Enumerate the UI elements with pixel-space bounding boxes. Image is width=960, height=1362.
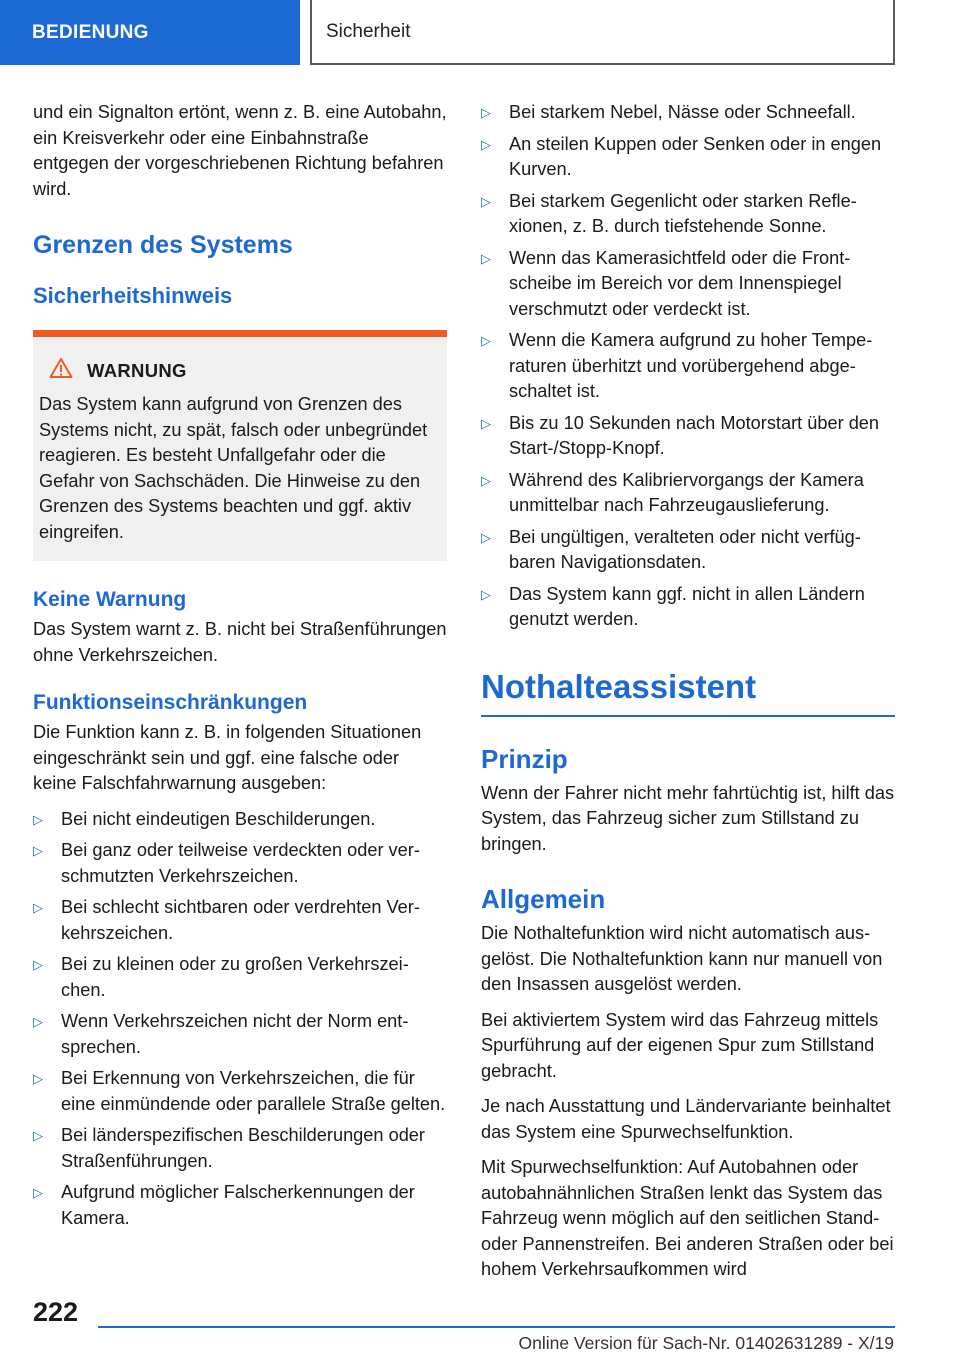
footer-divider <box>98 1326 895 1328</box>
right-bullet-list <box>481 100 895 633</box>
triangle-bullet-icon: ▷ <box>481 136 491 152</box>
list-item: ▷ Das System kann ggf. nicht in allen Ländern genutzt werden. <box>481 582 895 633</box>
list-item: ▷ Bei zu kleinen oder zu großen Verkehrszeichen. <box>33 952 447 1003</box>
triangle-bullet-icon: ▷ <box>481 415 491 431</box>
right-column <box>481 100 895 1293</box>
funktion-text: Die Funktion kann z. B. in folgenden Situationen eingeschränkt sein und ggf. eine falsche oder keine Falschfahrwarnung ausgeben: <box>33 722 422 793</box>
triangle-bullet-icon: ▷ <box>33 900 43 915</box>
warning-header <box>49 357 435 384</box>
allgemein-paragraph-1: Die Nothaltefunktion wird nicht automatisch ausgelöst. Die Nothaltefunktion kann nur manuell von den Insassen ausgelöst werden. <box>481 923 883 994</box>
list-item: ▷ Aufgrund möglicher Falscherkennungen der Kamera. <box>33 1180 447 1231</box>
warning-title: WARNUNG <box>87 359 187 381</box>
list-item: ▷ Bei ungültigen, veralteten oder nicht verfügbaren Navigationsdaten. <box>481 525 895 576</box>
triangle-bullet-icon: ▷ <box>33 811 43 827</box>
heading-funktionseinschraenkungen: Funktionseinschränkungen <box>33 691 308 714</box>
list-item: ▷ Wenn Verkehrszeichen nicht der Norm entsprechen. <box>33 1009 447 1060</box>
keine-warnung-text: Das System warnt z. B. nicht bei Straßenführungen ohne Verkehrszeichen. <box>33 619 447 665</box>
left-bullet-list <box>33 807 447 1232</box>
triangle-bullet-icon: ▷ <box>481 472 491 488</box>
header-chapter-tab <box>310 0 895 65</box>
footer-online-version: Online Version für Sach-Nr. 01402631289 - X/19 <box>518 1333 894 1353</box>
left-column <box>33 100 447 1237</box>
list-item: ▷ An steilen Kuppen oder Senken oder in engen Kurven. <box>481 132 895 183</box>
heading-keine-warnung: Keine Warnung <box>33 588 187 611</box>
list-item: ▷ Bis zu 10 Sekunden nach Motorstart über den Start-/Stopp-Knopf. <box>481 411 895 462</box>
list-item: ▷ Bei nicht eindeutigen Beschilderungen. <box>33 807 447 833</box>
list-item: ▷ Während des Kalibriervorgangs der Kamera unmittelbar nach Fahrzeugauslieferung. <box>481 468 895 519</box>
triangle-bullet-icon: ▷ <box>33 1128 43 1143</box>
prinzip-text: Wenn der Fahrer nicht mehr fahrtüchtig ist, hilft das System, das Fahrzeug sicher zum Stillstand zu bringen. <box>481 782 895 854</box>
triangle-bullet-icon: ▷ <box>481 250 491 266</box>
list-item: ▷ Bei Erkennung von Verkehrszeichen, die für eine einmündende oder parallele Straße gelten. <box>33 1066 447 1117</box>
allgemein-paragraph-2: Bei aktiviertem System wird das Fahrzeug mittels Spurführung auf der eigenen Spur zum Stillstand gebracht. <box>481 1009 879 1081</box>
list-item: ▷ Bei starkem Nebel, Nässe oder Schneefall. <box>481 100 895 126</box>
triangle-bullet-icon: ▷ <box>33 1185 43 1200</box>
triangle-bullet-icon: ▷ <box>481 529 491 545</box>
triangle-bullet-icon: ▷ <box>33 843 43 858</box>
triangle-bullet-icon: ▷ <box>481 105 491 120</box>
triangle-bullet-icon: ▷ <box>33 1071 43 1086</box>
list-item: ▷ Bei starkem Gegenlicht oder starken Reflexionen, z. B. durch tiefstehende Sonne. <box>481 189 895 240</box>
triangle-bullet-icon: ▷ <box>33 957 43 972</box>
heading-prinzip: Prinzip <box>481 743 568 774</box>
heading-sicherheitshinweis: Sicherheitshinweis <box>33 283 233 308</box>
intro-paragraph: und ein Signalton ertönt, wenn z. B. eine Autobahn, ein Kreisverkehr oder eine Einbahnstraße entgegen der vorgeschriebenen Richtung befahren wird. <box>33 102 447 199</box>
header-section-label: BEDIENUNG <box>32 21 149 43</box>
allgemein-paragraph-4: Mit Spurwechselfunktion: Auf Autobahnen oder autobahnähnlichen Straßen lenkt das System das Fahrzeug wenn möglich auf den seitlichen Stand- oder Pannenstreifen. Bei anderen Straßen oder bei hohem Verkehrsaufkommen wird <box>481 1157 894 1279</box>
list-item: ▷ Bei länderspezifischen Beschilderungen oder Straßenführungen. <box>33 1123 447 1174</box>
list-item: ▷ Wenn die Kamera aufgrund zu hoher Temperaturen überhitzt und vorübergehend abgeschaltet ist. <box>481 328 895 405</box>
heading-grenzen: Grenzen des Systems <box>33 231 293 259</box>
warning-box <box>33 330 447 561</box>
triangle-bullet-icon: ▷ <box>481 586 491 602</box>
list-item: ▷ Wenn das Kamerasichtfeld oder die Frontscheibe im Bereich vor dem Innenspiegel verschmutzt oder verdeckt ist. <box>481 246 895 323</box>
heading-allgemein: Allgemein <box>481 884 606 914</box>
page-number: 222 <box>33 1297 79 1327</box>
triangle-bullet-icon: ▷ <box>33 1014 43 1029</box>
list-item: ▷ Bei ganz oder teilweise verdeckten oder verschmutzten Verkehrszeichen. <box>33 838 447 889</box>
warning-triangle-icon <box>49 357 73 384</box>
triangle-bullet-icon: ▷ <box>481 193 491 209</box>
header-section-tab <box>0 0 300 65</box>
heading-nothalteassistent: Nothalteassistent <box>481 667 895 717</box>
header-chapter-label: Sicherheit <box>326 20 411 42</box>
allgemein-paragraph-3: Je nach Ausstattung und Ländervariante beinhaltet das System eine Spurwechselfunktion. <box>481 1096 891 1142</box>
list-item: ▷ Bei schlecht sichtbaren oder verdrehten Verkehrszeichen. <box>33 895 447 946</box>
triangle-bullet-icon: ▷ <box>481 333 491 348</box>
warning-text: Das System kann aufgrund von Grenzen des Systems nicht, zu spät, falsch oder unbegründet reagieren. Es besteht Unfallgefahr oder die Gefahr von Sachschäden. Die Hinweise zu den Grenzen des Systems beachten und ggf. aktiv eingreifen. <box>39 394 428 542</box>
